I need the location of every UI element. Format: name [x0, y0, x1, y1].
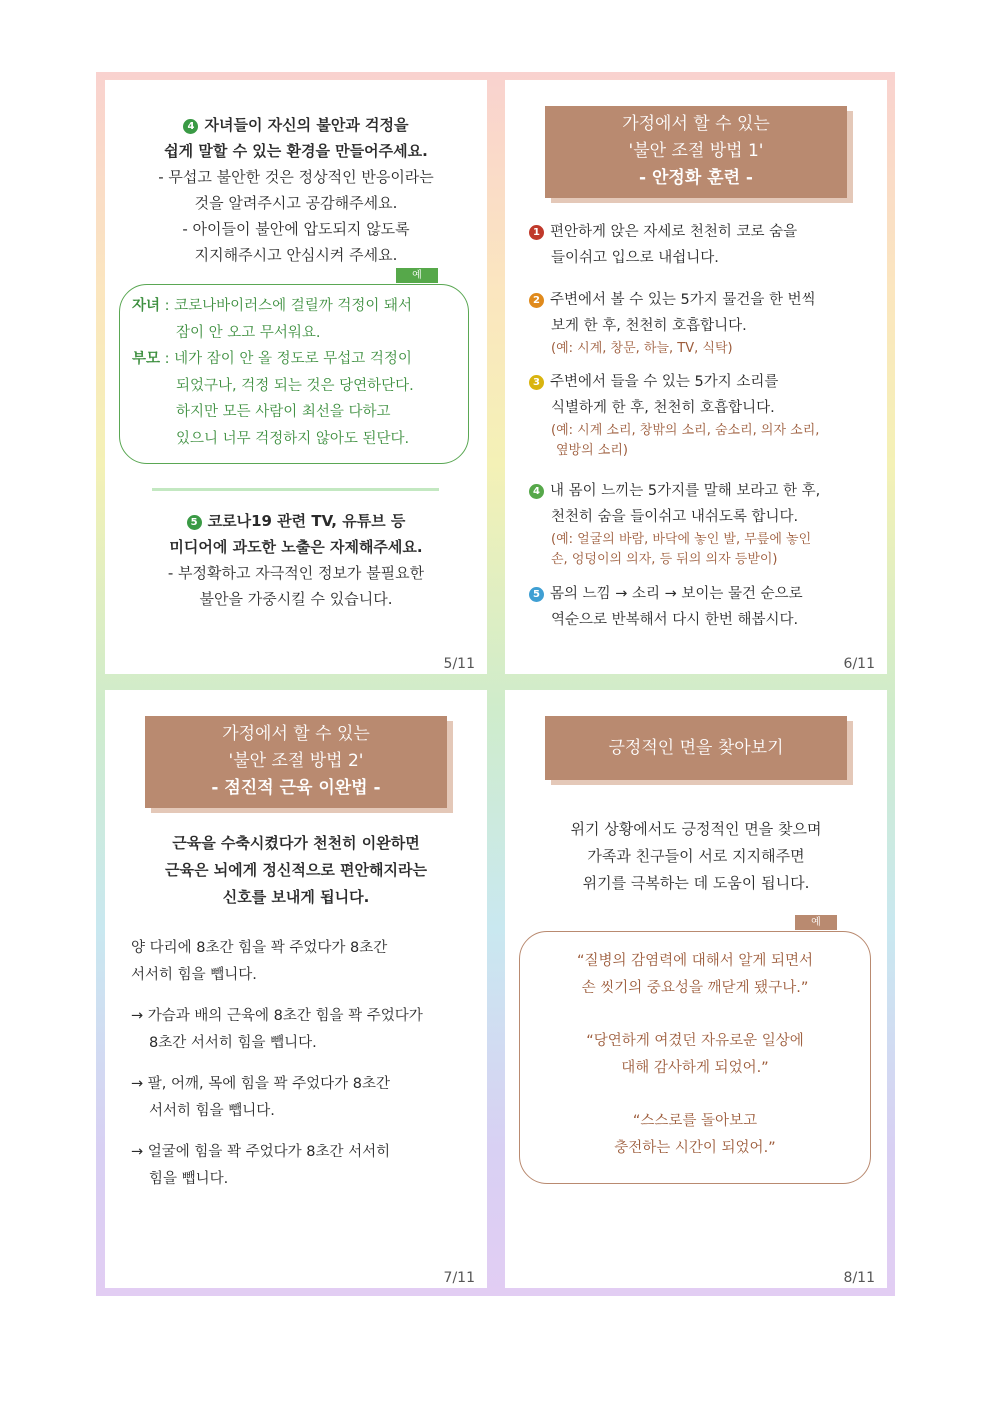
- dialogue-example-box: 자녀 : 코로나바이러스에 걸릴까 걱정이 돼서 잠이 안 오고 무서워요. 부모 : 네가 잠이 안 올 정도로 무섭고 걱정이 되었구나, 걱정 되는 것은 당연하단다. 하지만 모든 사람이 최선을 다하고 있으니 너무 걱정하지 않아도 된단다.: [119, 284, 469, 464]
- relax-step-b: → 가슴과 배의 근육에 8초간 힘을 꽉 주었다가 8초간 서서히 힘을 뺍니다.: [131, 1008, 423, 1051]
- page-8-panel: [505, 690, 887, 1288]
- page-number: 8/11: [843, 1270, 875, 1286]
- number-badge-5: 5: [187, 515, 202, 530]
- item5-bullets: - 부정확하고 자극적인 정보가 불필요한 불안을 가중시킬 수 있습니다.: [167, 564, 425, 608]
- divider: [152, 488, 439, 491]
- number-badge-1: 1: [529, 225, 544, 240]
- number-badge-4: 4: [183, 119, 198, 134]
- example-tag: 예: [795, 915, 837, 930]
- page-number: 7/11: [443, 1270, 475, 1286]
- step-1: 1 편안하게 앉은 자세로 천천히 코로 숨을 들이쉬고 입으로 내쉽니다.: [529, 219, 869, 271]
- relax-step-d: → 얼굴에 힘을 꽉 주었다가 8초간 서서히 힘을 뺍니다.: [131, 1144, 391, 1187]
- title-box: 가정에서 할 수 있는 '불안 조절 방법 2' - 점진적 근육 이완법 -: [145, 716, 447, 808]
- example-tag: 예: [396, 268, 438, 283]
- child-label: 자녀: [132, 298, 161, 314]
- quote-example-box: “질병의 감염력에 대해서 알게 되면서 손 씻기의 중요성을 깨닫게 됐구나.” “당연하게 여겼던 자유로운 일상에 대해 감사하게 되었어.” “스스로를 돌아보고 충전하는 시간이 되었어.”: [519, 931, 871, 1184]
- step-3: 3 주변에서 들을 수 있는 5가지 소리를 식별하게 한 후, 천천히 호흡합니다. (예: 시계 소리, 창밖의 소리, 숨소리, 의자 소리, 옆방의 소리): [529, 369, 869, 461]
- title-box: 가정에서 할 수 있는 '불안 조절 방법 1' - 안정화 훈련 -: [545, 106, 847, 198]
- item4-title: 4 자녀들이 자신의 불안과 걱정을 쉽게 말할 수 있는 환경을 만들어주세요.: [164, 116, 428, 160]
- step-5: 5 몸의 느낌 → 소리 → 보이는 물건 순으로 역순으로 반복해서 다시 한번 해봅시다.: [529, 581, 869, 633]
- step-4: 4 내 몸이 느끼는 5가지를 말해 보라고 한 후, 천천히 숨을 들이쉬고 내쉬도록 합니다. (예: 얼굴의 바람, 바닥에 놓인 발, 무릎에 놓인 손, 엉덩이의 의자, 등 뒤의 의자 등받이): [529, 478, 869, 570]
- relax-step-a: 양 다리에 8초간 힘을 꽉 주었다가 8초간 서서히 힘을 뺍니다.: [131, 940, 388, 983]
- number-badge-3: 3: [529, 375, 544, 390]
- title-box: 긍정적인 면을 찾아보기: [545, 716, 847, 780]
- relax-step-c: → 팔, 어깨, 목에 힘을 꽉 주었다가 8초간 서서히 힘을 뺍니다.: [131, 1076, 390, 1119]
- page-5-panel: [105, 80, 487, 674]
- number-badge-2: 2: [529, 293, 544, 308]
- intro-text: 근육을 수축시켰다가 천천히 이완하면 근육은 뇌에게 정신적으로 편안해지라는 신호를 보내게 됩니다.: [165, 834, 427, 906]
- page-number: 6/11: [843, 656, 875, 672]
- item4-bullets: - 무섭고 불안한 것은 정상적인 반응이라는 것을 알려주시고 공감해주세요. - 아이들이 불안에 압도되지 않도록 지지해주시고 안심시켜 주세요.: [158, 168, 434, 264]
- page-number: 5/11: [443, 656, 475, 672]
- item5-title: 5 코로나19 관련 TV, 유튜브 등 미디어에 과도한 노출은 자제해주세요.: [169, 512, 423, 556]
- parent-label: 부모: [132, 351, 161, 367]
- page-7-panel: [105, 690, 487, 1288]
- intro-text: 위기 상황에서도 긍정적인 면을 찾으며 가족과 친구들이 서로 지지해주면 위기를 극복하는 데 도움이 됩니다.: [570, 820, 822, 892]
- step-2: 2 주변에서 볼 수 있는 5가지 물건을 한 번씩 보게 한 후, 천천히 호흡합니다. (예: 시계, 창문, 하늘, TV, 식탁): [529, 287, 869, 359]
- number-badge-5: 5: [529, 587, 544, 602]
- number-badge-4: 4: [529, 484, 544, 499]
- page-6-panel: [505, 80, 887, 674]
